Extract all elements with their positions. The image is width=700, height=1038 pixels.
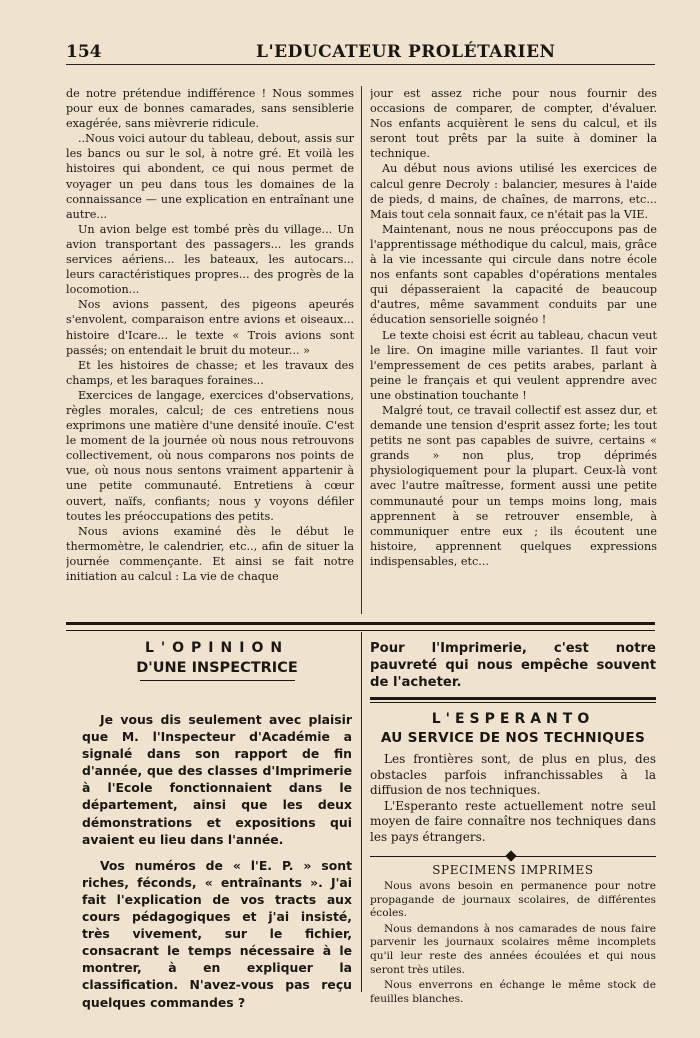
article-paragraph: Malgré tout, ce travail collectif est assez dur, et demande une tension d'esprit assez forte; les tout petits ne sont pas capables de suivre, certains « grands » non plus, trop déprimés physiologiquement pour la plupart. Ceux-là vont avec l'autre maîtresse, forment aussi une petite communauté pour un temps moins long, mais apprennent à se retrouver ensemble, à communiquer entre eux ; ils écoutent une histoire, apprennent quelques expressions indispensables, etc... [370,403,657,568]
page-number: 154 [66,42,102,62]
article-paragraph: Nos avions passent, des pigeons apeurés s'envolent, comparaison entre avions et oiseaux... histoire d'Icare... le texte « Trois avions sont passés; on entendait le bruit du moteur... » [66,298,354,357]
esperanto-paragraph: Les frontières sont, de plus en plus, des obstacles parfois infranchissables à la diffusion de nos techniques. [370,752,656,797]
opinion-box [82,636,352,1020]
column-divider [361,86,362,614]
opinion-subtitle-rule [140,680,295,681]
specimens-paragraph: Nous enverrons en échange le même stock de feuilles blanches. [370,979,656,1005]
opinion-body [82,711,352,1011]
specimens-body [370,880,656,1006]
esperanto-title: L'ESPERANTO [431,711,595,727]
diamond-ornament-icon [505,850,516,861]
journal-title: L'EDUCATEUR PROLÉTARIEN [256,42,556,62]
esperanto-body [370,752,656,845]
article-column-left [66,86,354,614]
article-paragraph: ..Nous voici autour du tableau, debout, assis sur les bancs ou sur le sol, à notre gré. Et voilà les histoires qui abondent, ce qui nous permet de voyager un peu dans tous les domaines de la connaissance — une explication en entraînant une autre... [66,132,354,221]
specimens-paragraph: Nous avons besoin en permanence pour notre propagande de journaux scolaires, de différentes écoles. [370,880,656,920]
opinion-title: L'OPINION [144,640,290,656]
article-paragraph: jour est assez riche pour nous fournir des occasions de comparer, de compter, d'évaluer. Nos enfants acquièrent le sens du calcul, et ils seront tout prêts par la suite à dominer la technique. [370,87,657,161]
ornament-rule [370,851,656,861]
opinion-paragraph: Vos numéros de « l'E. P. » sont riches, féconds, « entraînants ». J'ai fait l'explication de vos tracts aux cours pédagogiques et j'ai insisté, très vivement, sur le fichier, consacrant le temps nécessaire à le montrer, à en expliquer la classification. N'avez-vous pas reçu quelques commandes ? [82,857,352,1010]
esperanto-paragraph: L'Esperanto reste actuellement notre seul moyen de faire connaître nos techniques dans les pays étrangers. [370,798,656,844]
article-paragraph: Et les histoires de chasse; et les travaux des champs, et les baraques foraines... [66,358,354,387]
article-paragraph: Un avion belge est tombé près du village... Un avion transportant des passagers... les grands services aériens... les bateaux, les autocars... leurs caractéristiques propres... des progrès de la locomotion... [66,222,354,297]
opinion-paragraph: Je vous dis seulement avec plaisir que M. l'Inspecteur d'Académie a signalé dans son rapport de fin d'année, que des classes d'Imprimerie à l'Ecole fonctionnaient dans le département, ainsi que les deux démonstrations et expositions qui avaient eu lieu dans l'année. [82,712,352,847]
specimens-paragraph: Nous demandons à nos camarades de nous faire parvenir les journaux scolaires même incomplets qu'il leur reste des années écoulées et qui nous seront très utiles. [370,922,656,976]
article-paragraph: de notre prétendue indifférence ! Nous sommes pour eux de bonnes camarades, sans sensiblerie exagérée, sans mièvrerie ridicule. [66,87,354,131]
bottom-column-divider [361,632,362,992]
note-divider-thin [370,702,656,703]
right-bottom-column [370,636,656,1008]
opinion-subtitle: D'UNE INSPECTRICE [136,660,298,676]
article-paragraph: Le texte choisi est écrit au tableau, chacun veut le lire. On imagine mille variantes. Il faut voir l'empressement de ces petits arabes, parlant à peine le français et qui veulent apprendre avec une obstination touchante ! [370,328,657,402]
header-rule [66,64,655,65]
esperanto-subtitle: AU SERVICE DE NOS TECHNIQUES [380,730,646,746]
imprimerie-note: Pour l'Imprimerie, c'est notre pauvreté qui nous empêche souvent de l'acheter. [370,641,656,690]
article-column-right [370,86,657,614]
article-paragraph: Maintenant, nous ne nous préoccupons pas de l'apprentissage méthodique du calcul, mais, grâce à la vie incessante qui circule dans notre école nos enfants sont capables d'opérations mentales qui dépasseraient la capacité de beaucoup d'autres, même savamment conduits par une éducation sensorielle soignéo ! [370,222,657,327]
specimens-title: SPECIMENS IMPRIMES [432,863,594,877]
section-divider [66,622,655,631]
article-paragraph: Exercices de langage, exercices d'observations, règles morales, calcul; de ces entretiens nous exprimons une matière d'une densité inouïe. C'est le moment de la journée où nous nous retrouvons collectivement, où nous comparons nos points de vue, où nous nous sentons vraiment appartenir à une petite communauté. Entretiens à cœur ouvert, naïfs, confiants; nous y voyons défiler toutes les préoccupations des petits. [66,388,354,523]
article-paragraph: Nous avions examiné dès le début le thermomètre, le calendrier, etc.., afin de situer la journée commençante. Et ainsi se fait notre initiation au calcul : La vie de chaque [66,524,354,583]
article-paragraph: Au début nous avions utilisé les exercices de calcul genre Decroly : balancier, mesures à l'aide de pieds, d mains, de chaînes, de marrons, etc... Mais tout cela sonnait faux, ce n'était pas la VIE. [370,162,657,221]
note-divider [370,697,656,700]
